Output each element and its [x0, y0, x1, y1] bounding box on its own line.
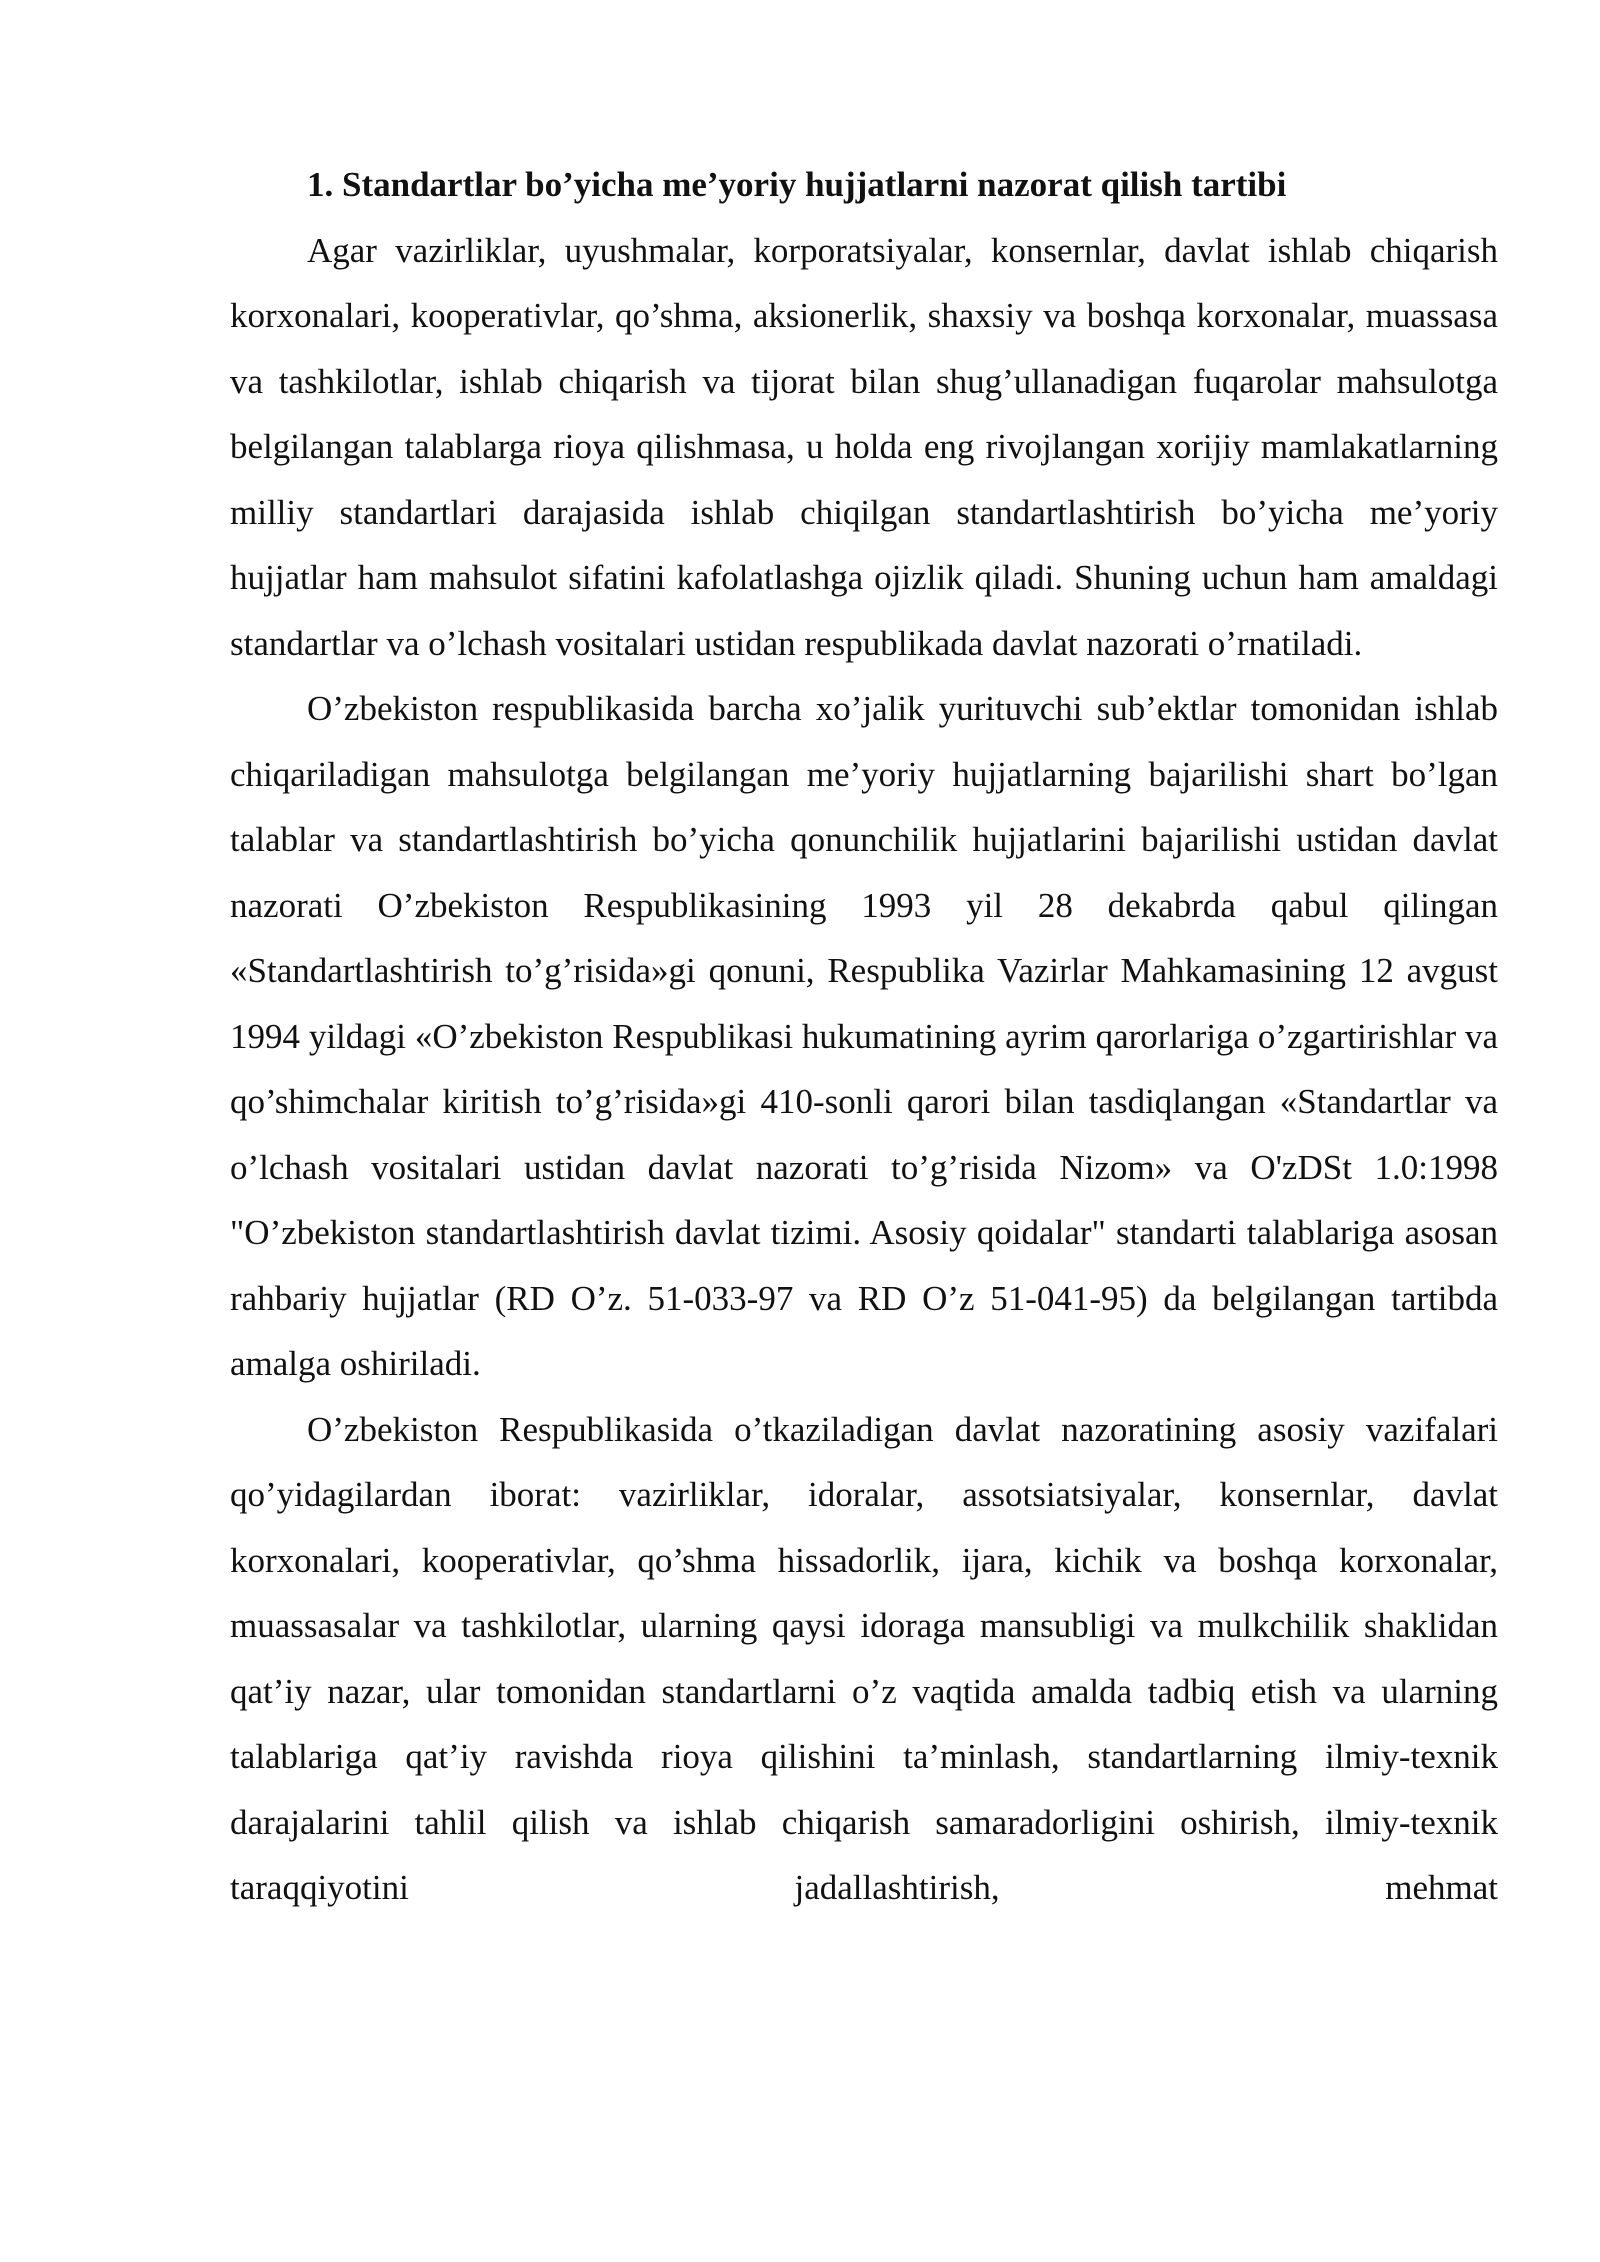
- section-heading: 1. Standartlar bo’yicha me’yoriy hujjatlarni nazorat qilish tartibi: [307, 165, 1287, 204]
- paragraph-1: Agar vazirliklar, uyushmalar, korporatsiyalar, konsernlar, davlat ishlab chiqarish korxonalari, kooperativlar, qo’shma, aksionerlik, shaxsiy va boshqa korxonalar, muassasa va tashkilotlar, ishlab chiqarish va tijorat bilan shug’ullanadigan fuqarolar mahsulotga belgilangan talablarga rioya qilishmasa, u holda eng rivojlangan xorijiy mamlakatlarning milliy standartlari darajasida ishlab chiqilgan standartlashtirish bo’yicha me’yoriy hujjatlar ham mahsulot sifatini kafolatlashga ojizlik qiladi. Shuning uchun ham amaldagi standartlar va o’lchash vositalari ustidan respublikada davlat nazorati o’rnatiladi.: [230, 230, 1498, 663]
- paragraph-2: O’zbekiston respublikasida barcha xo’jalik yurituvchi sub’ektlar tomonidan ishlab chiqariladigan mahsulotga belgilangan me’yoriy hujjatlarning bajarilishi shart bo’lgan talablar va standartlashtirish bo’yicha qonunchilik hujjatlarini bajarilishi ustidan davlat nazorati O’zbekiston Respublikasining 1993 yil 28 dekabrda qabul qilingan «Standartlashtirish to’g’risida»gi qonuni, Respublika Vazirlar Mahkamasining 12 avgust 1994 yildagi «O’zbekiston Respublikasi hukumatining ayrim qarorlariga o’zgartirishlar va qo’shimchalar kiritish to’g’risida»gi 410-sonli qarori bilan tasdiqlangan «Standartlar va o’lchash vositalari ustidan davlat nazorati to’g’risida Nizom» va O'zDSt 1.0:1998 "O’zbekiston standartlashtirish davlat tizimi. Asosiy qoidalar" standarti talablariga asosan rahbariy hujjatlar (RD O’z. 51-033-97 va RD O’z 51-041-95) da belgilangan tartibda amalga oshiriladi.: [230, 689, 1498, 1383]
- paragraph-3: O’zbekiston Respublikasida o’tkaziladigan davlat nazoratining asosiy vazifalari qo’yidagilardan iborat: vazirliklar, idoralar, assotsiatsiyalar, konsernlar, davlat korxonalari, kooperativlar, qo’shma hissadorlik, ijara, kichik va boshqa korxonalar, muassasalar va tashkilotlar, ularning qaysi idoraga mansubligi va mulkchilik shaklidan qat’iy nazar, ular tomonidan standartlarni o’z vaqtida amalda tadbiq etish va ularning talablariga qat’iy ravishda rioya qilishini ta’minlash, standartlarning ilmiy-texnik darajalarini tahlil qilish va ishlab chiqarish samaradorligini oshirish, ilmiy-texnik taraqqiyotini jadallashtirish, mehmat: [230, 1409, 1498, 1907]
- document-body: [230, 152, 1498, 1921]
